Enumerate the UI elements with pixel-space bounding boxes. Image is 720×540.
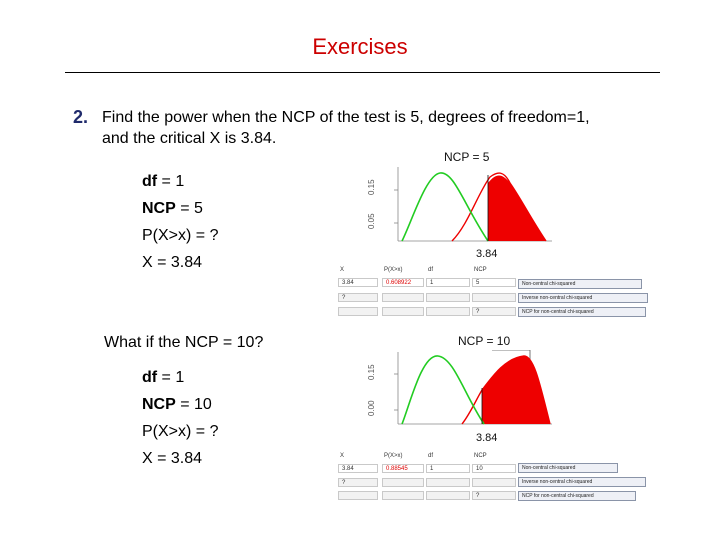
p-line-1: P(X>x) = ? (142, 227, 219, 244)
calc-df-input[interactable]: 1 (426, 278, 470, 287)
ncp-value: = 10 (175, 396, 212, 413)
title-divider (65, 72, 660, 73)
ncp-key: NCP (142, 396, 176, 413)
calc-header-df: df (428, 453, 434, 459)
calc-p-input-3[interactable] (382, 307, 424, 316)
figure2-ytick-1: 0.00 (367, 400, 376, 416)
figure1-ncp-label: NCP = 5 (444, 150, 490, 164)
question-number: 2. (73, 107, 89, 127)
figure2-calculator (336, 452, 656, 504)
calc-ncp-input-3[interactable]: ? (472, 491, 516, 500)
ncp-value: = 5 (175, 200, 203, 217)
calc-ncp-input-2[interactable] (472, 293, 516, 302)
calc-p-input[interactable]: 0.88545 (382, 464, 424, 473)
ncp-for-noncentral-chi-squared-button[interactable]: NCP for non-central chi-squared (518, 491, 636, 501)
calc-ncp-input-3[interactable]: ? (472, 307, 516, 316)
page-title: Exercises (312, 34, 408, 59)
ncp-for-noncentral-chi-squared-button[interactable]: NCP for non-central chi-squared (518, 307, 646, 317)
calc-df-input-3[interactable] (426, 491, 470, 500)
df-key: df (142, 369, 158, 386)
figure2-critical-label: 3.84 (476, 432, 498, 444)
calc-x-input-2[interactable]: ? (338, 293, 378, 302)
calc-header-p: P(X>x) (384, 267, 403, 273)
figure2-ncp-label: NCP = 10 (458, 334, 511, 348)
calc-header-df: df (428, 267, 434, 273)
calc-p-input-2[interactable] (382, 293, 424, 302)
calc-ncp-input-2[interactable] (472, 478, 516, 487)
figure2-plot (360, 350, 555, 435)
figure2-red-area (482, 356, 550, 424)
df-key: df (142, 173, 158, 190)
figure2-ytick-0: 0.15 (367, 364, 376, 380)
calc-header-x: X (340, 453, 345, 459)
calc-df-input-2[interactable] (426, 293, 470, 302)
calc-p-input[interactable]: 0.608922 (382, 278, 424, 287)
question-line-2: and the critical X is 3.84. (102, 130, 277, 147)
calc-x-input-3[interactable] (338, 491, 378, 500)
noncentral-chi-squared-button[interactable]: Non-central chi-squared (518, 279, 642, 289)
calc-ncp-input[interactable]: 5 (472, 278, 516, 287)
followup-question: What if the NCP = 10? (104, 334, 264, 351)
calc-header-x: X (340, 267, 345, 273)
x-line-2: X = 3.84 (142, 450, 203, 467)
calc-df-input[interactable]: 1 (426, 464, 470, 473)
df-line-1 (142, 173, 184, 191)
noncentral-chi-squared-button[interactable]: Non-central chi-squared (518, 463, 618, 473)
calc-p-input-2[interactable] (382, 478, 424, 487)
x-line-1: X = 3.84 (142, 254, 203, 271)
figure1-critical-label: 3.84 (476, 248, 498, 260)
figure1-ytick-1: 0.05 (367, 213, 376, 229)
df-value: = 1 (157, 369, 185, 386)
question-line-1: Find the power when the NCP of the test is 5, degrees of freedom=1, (102, 109, 590, 126)
calc-df-input-3[interactable] (426, 307, 470, 316)
calc-x-input-2[interactable]: ? (338, 478, 378, 487)
figure1-ytick-0: 0.15 (367, 179, 376, 195)
calc-x-input[interactable]: 3.84 (338, 464, 378, 473)
calc-ncp-input[interactable]: 10 (472, 464, 516, 473)
inverse-noncentral-chi-squared-button[interactable]: Inverse non-central chi-squared (518, 477, 646, 487)
ncp-key: NCP (142, 200, 176, 217)
calc-df-input-2[interactable] (426, 478, 470, 487)
df-value: = 1 (157, 173, 185, 190)
figure1-calculator (336, 266, 656, 318)
calc-x-input-3[interactable] (338, 307, 378, 316)
calc-header-p: P(X>x) (384, 453, 403, 459)
ncp-line-1 (142, 200, 203, 218)
calc-header-ncp: NCP (474, 453, 487, 459)
figure1-red-area (488, 176, 546, 242)
figure2-green-curve (402, 356, 484, 424)
p-line-2: P(X>x) = ? (142, 423, 219, 440)
calc-header-ncp: NCP (474, 267, 487, 273)
calc-p-input-3[interactable] (382, 491, 424, 500)
ncp-line-2 (142, 396, 212, 414)
calc-x-input[interactable]: 3.84 (338, 278, 378, 287)
figure1-plot (360, 165, 555, 250)
inverse-noncentral-chi-squared-button[interactable]: Inverse non-central chi-squared (518, 293, 648, 303)
figure1-green-curve (402, 173, 488, 241)
df-line-2 (142, 369, 184, 387)
